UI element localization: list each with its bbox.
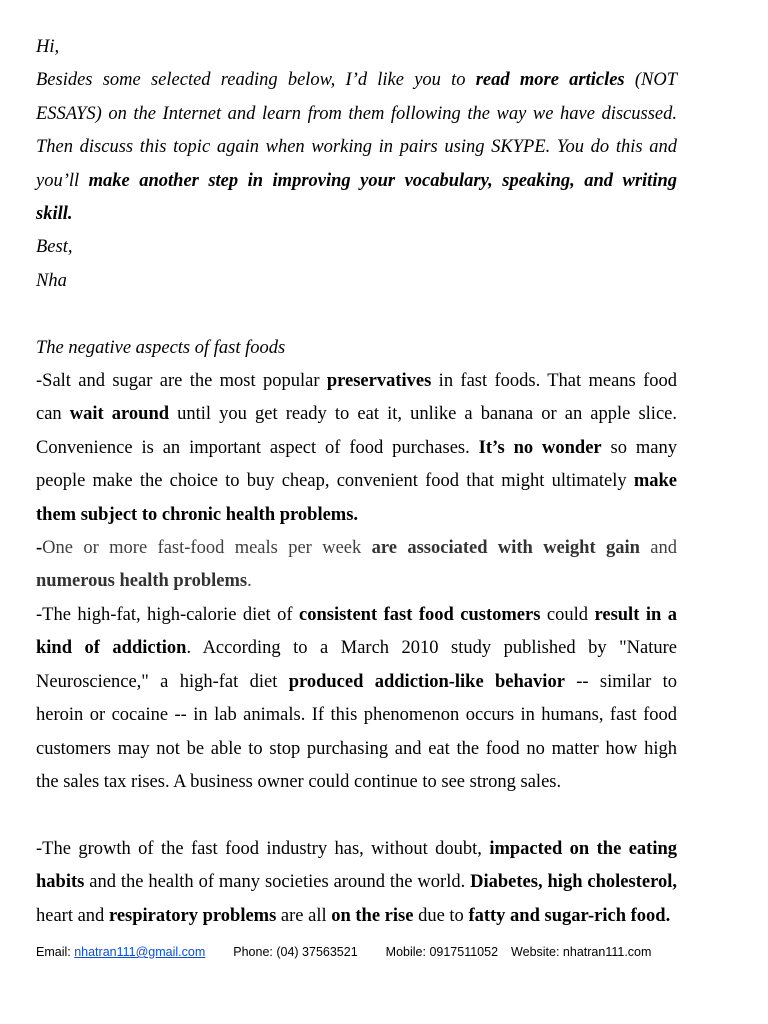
document-body: [36, 31, 677, 933]
page-footer: [36, 945, 651, 959]
paragraph-line: heart and respiratory problems are all on the rise due to fatty and sugar-rich food.: [36, 905, 671, 926]
phone-text: Phone: (04) 37563521: [233, 945, 358, 959]
letter-line: ESSAYS) on the Internet and learn from them following the way we have discussed.: [36, 103, 677, 124]
website-text: Website: nhatran111.com: [511, 945, 652, 959]
paragraph-line: Convenience is an important aspect of food purchases. It’s no wonder so many: [36, 437, 677, 458]
paragraph-line: habits and the health of many societies around the world. Diabetes, high cholesterol,: [36, 872, 677, 893]
mobile-text: Mobile: 0917511052: [385, 945, 499, 959]
paragraph-line: -The growth of the fast food industry has, without doubt, impacted on the eating: [36, 838, 678, 859]
article-title: The negative aspects of fast foods: [36, 337, 286, 358]
letter-line: skill.: [36, 204, 73, 225]
paragraph-line: kind of addiction. According to a March 2010 study published by "Nature: [36, 638, 677, 659]
paragraph-line: -The high-fat, high-calorie diet of consistent fast food customers could result in a: [36, 604, 677, 625]
email-link[interactable]: nhatran111@gmail.com: [74, 945, 206, 959]
email-label: Email:: [36, 945, 75, 959]
paragraph-line: Neuroscience," a high-fat diet produced addiction-like behavior -- similar to: [36, 671, 677, 692]
letter-line: you’ll make another step in improving your vocabulary, speaking, and writing: [36, 170, 677, 191]
spacer: [36, 799, 677, 832]
paragraph-line: -One or more fast-food meals per week are associated with weight gain and: [36, 538, 677, 559]
paragraph-line: numerous health problems.: [36, 571, 252, 592]
paragraph-line: the sales tax rises. A business owner could continue to see strong sales.: [36, 771, 562, 792]
letter-line: Besides some selected reading below, I’d like you to read more articles (NOT: [36, 70, 677, 91]
paragraph-line: -Salt and sugar are the most popular preservatives in fast foods. That means food: [36, 371, 678, 392]
closing: Best,: [36, 237, 73, 258]
paragraph-line: can wait around until you get ready to eat it, unlike a banana or an apple slice.: [36, 404, 677, 425]
paragraph-line: them subject to chronic health problems.: [36, 504, 359, 525]
greeting: Hi,: [36, 37, 60, 57]
paragraph-line: people make the choice to buy cheap, convenient food that might ultimately make: [36, 471, 677, 492]
letter-line: Then discuss this topic again when working in pairs using SKYPE. You do this and: [36, 137, 677, 158]
paragraph-line: heroin or cocaine -- in lab animals. If this phenomenon occurs in humans, fast food: [36, 705, 677, 726]
signature: Nha: [36, 270, 67, 291]
paragraph-line: customers may not be able to stop purchasing and eat the food no matter how high: [36, 738, 677, 759]
spacer: [36, 298, 677, 331]
